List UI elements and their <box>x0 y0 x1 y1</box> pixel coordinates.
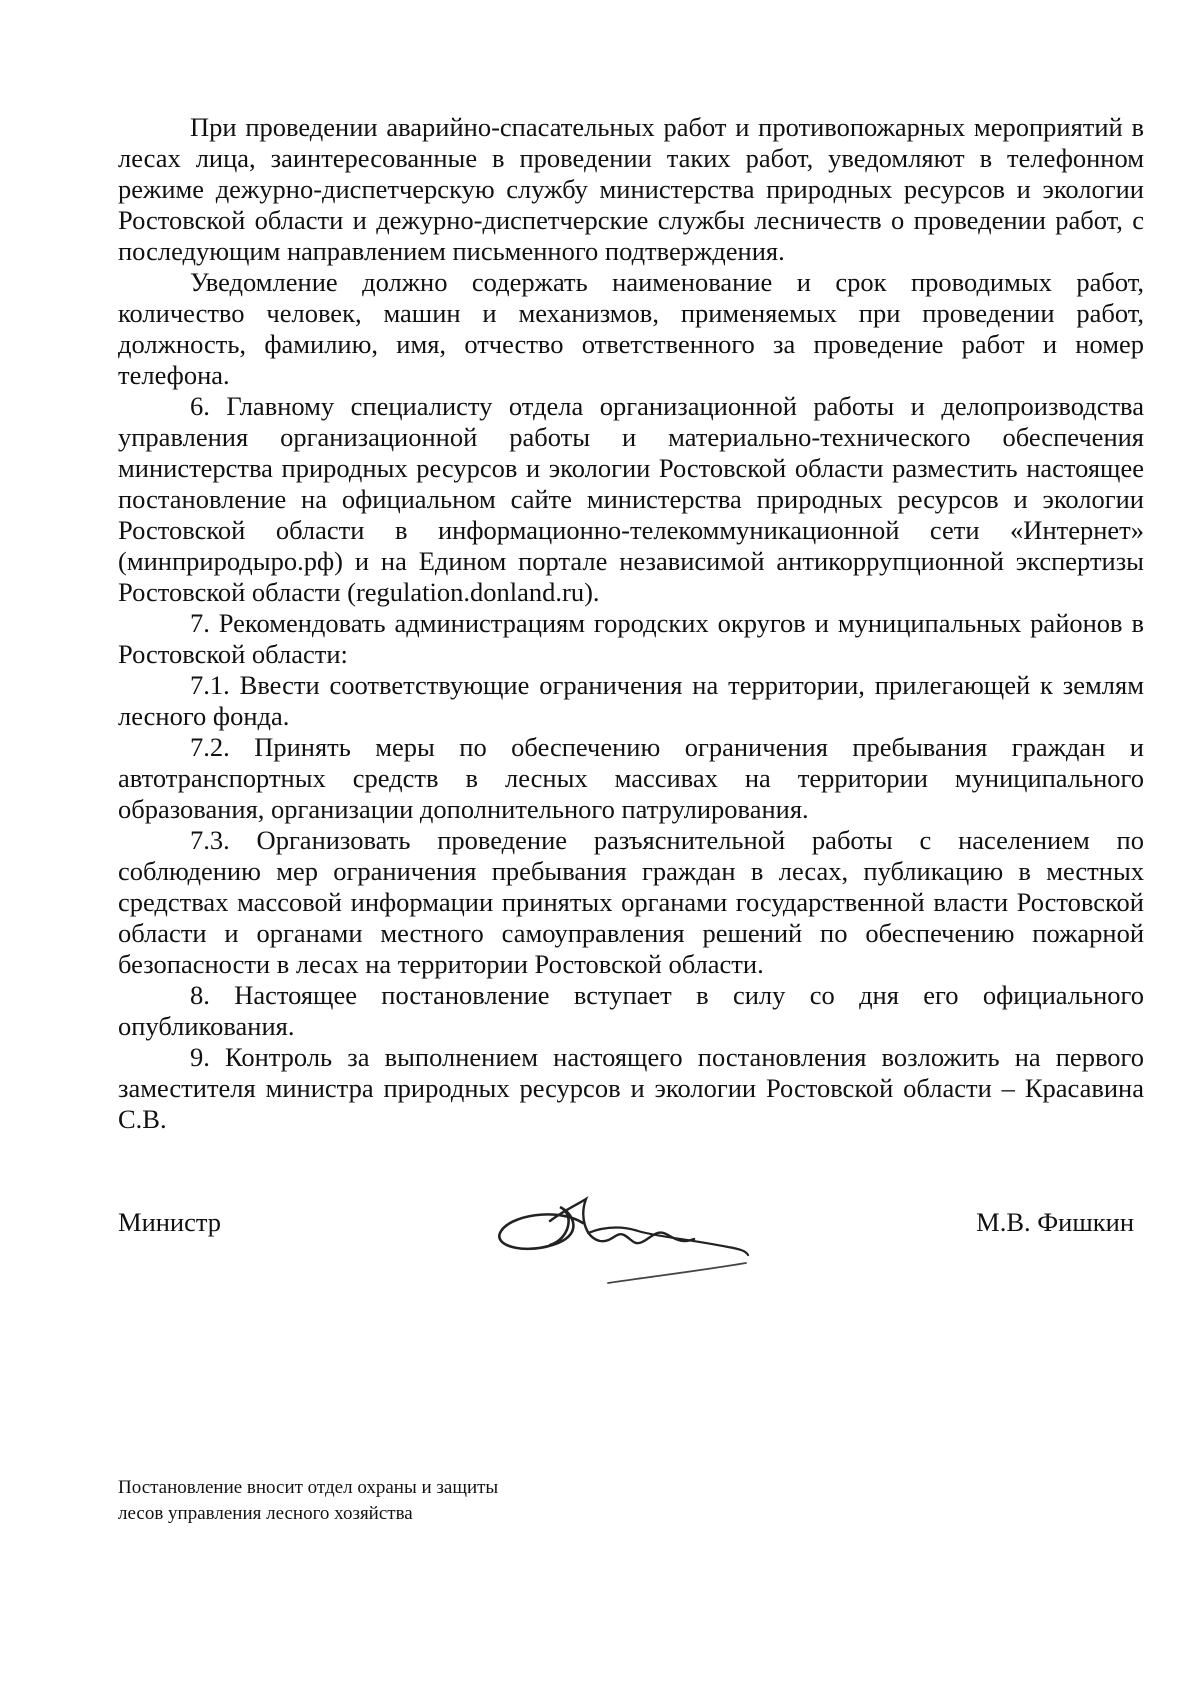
signature-block <box>118 1207 1144 1317</box>
signatory-title: Министр <box>118 1207 222 1237</box>
paragraph-item-9: 9. Контроль за выполнением настоящего постановления возложить на первого заместителя министра природных ресурсов и экологии Ростовской области – Красавина С.В. <box>118 1042 1144 1134</box>
paragraph-notification-content: Уведомление должно содержать наименование и срок проводимых работ, количество человек, машин и механизмов, применяемых при проведении работ, должность, фамилию, имя, отчество ответственного за проведение работ и номер телефона. <box>118 267 1144 390</box>
paragraph-item-7-2: 7.2. Принять меры по обеспечению ограничения пребывания граждан и автотранспортных средств в лесных массивах на территории муниципального образования, организации дополнительного патрулирования. <box>118 732 1144 824</box>
footer-line: Постановление вносит отдел охраны и защиты <box>118 1477 499 1498</box>
handwritten-signature <box>488 1185 768 1295</box>
paragraph-item-7: 7. Рекомендовать администрациям городских округов и муниципальных районов в Ростовской области: <box>118 608 1144 669</box>
paragraph-emergency-works: При проведении аварийно-спасательных работ и противопожарных мероприятий в лесах лица, заинтересованные в проведении таких работ, уведомляют в телефонном режиме дежурно-диспетчерскую службу министерства природных ресурсов и экологии Ростовской области и дежурно-диспетчерские службы лесничеств о проведении работ, с последующим направлением письменного подтверждения. <box>118 112 1144 266</box>
footer-note <box>118 1475 718 1527</box>
footer-line: лесов управления лесного хозяйства <box>118 1503 413 1524</box>
paragraph-item-7-3: 7.3. Организовать проведение разъяснительной работы с населением по соблюдению мер ограничения пребывания граждан в лесах, публикацию в местных средствах массовой информации принятых органами государственной власти Ростовской области и органами местного самоуправления решений по обеспечению пожарной безопасности в лесах на территории Ростовской области. <box>118 825 1144 979</box>
signatory-name: М.В. Фишкин <box>976 1207 1134 1237</box>
document-body <box>118 112 1144 1135</box>
paragraph-item-8: 8. Настоящее постановление вступает в силу со дня его официального опубликования. <box>118 980 1144 1041</box>
paragraph-item-6: 6. Главному специалисту отдела организационной работы и делопроизводства управления организационной работы и материально-технического обеспечения министерства природных ресурсов и экологии Ростовской области разместить настоящее постановление на официальном сайте министерства природных ресурсов и экологии Ростовской области в информационно-телекоммуникационной сети «Интернет» (минприродыро.рф) и на Едином портале независимой антикоррупционной экспертизы Ростовской области (regulation.donland.ru). <box>118 391 1144 607</box>
paragraph-item-7-1: 7.1. Ввести соответствующие ограничения на территории, прилегающей к землям лесного фонда. <box>118 670 1144 731</box>
